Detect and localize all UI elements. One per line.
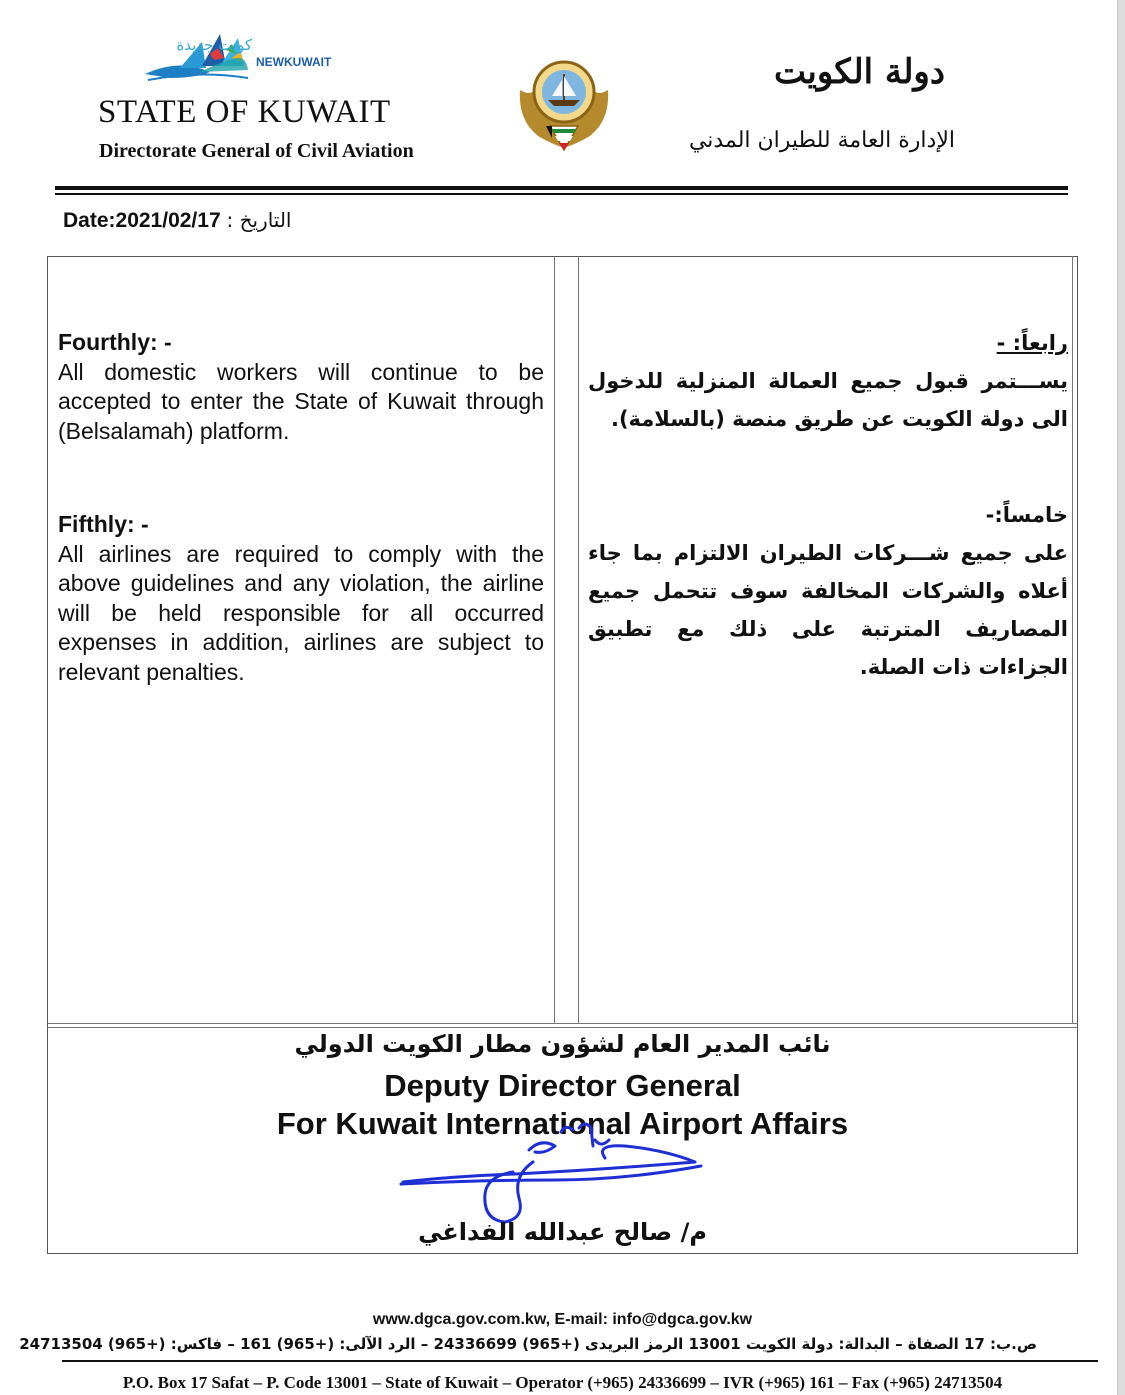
fifthly-text-en: All airlines are required to comply with the above guidelines and any violation, the airline will be held responsible for all occurred expenses in addition, airlines are subject to relevant penalties. [58,540,544,685]
paragraph-gap [58,446,544,510]
signature-divider-bottom [47,1027,1078,1028]
logo-arabic-text: كويت جديدة [176,36,252,54]
date-line [63,208,292,233]
state-title-en: STATE OF KUWAIT [98,94,391,130]
signatory-title-en-line2: For Kuwait International Airport Affairs [276,1106,849,1141]
page-edge [1117,0,1125,1395]
header-divider-thick [55,186,1068,190]
footer-divider [62,1360,1098,1362]
date-value: 2021/02/17 [115,209,221,232]
signatory-name-ar: م/ صالح عبدالله الفداغي [418,1218,707,1246]
signatory-title-en-line1: Deputy Director General [384,1068,741,1103]
kuwait-emblem-icon [508,50,620,162]
date-label-ar: : التاريخ [226,208,292,232]
footer-contact-en: P.O. Box 17 Safat – P. Code 13001 – State of Kuwait – Operator (+965) 24336699 – IVR (+965) 161 – Fax (+965) 24713504 [122,1373,1003,1392]
footer-contact-ar: ص.ب: 17 الصفاة – البدالة: دولة الكويت 13001 الرمز البريدى (+965) 24336699 – الرد الآلى: (+965) 161 – فاكس: (+965) 24713504 [19,1335,1037,1353]
signature-divider-top [47,1023,1078,1024]
fifthly-text-ar: على جميع شـــركات الطيران الالتزام بما جاء أعلاه والشركات المخالفة سوف تتحمل جميع المصاريف المترتبة على ذلك مع تطبيق الجزاءات ذات الصلة. [588,541,1068,679]
column-divider-left [554,256,555,1024]
column-inner-edge [1072,256,1073,1024]
fourthly-heading-en: Fourthly: - [58,329,172,355]
state-title-ar: دولة الكويت [774,52,945,92]
date-label-en: Date: [63,209,116,232]
fifthly-heading-en: Fifthly: - [58,511,149,537]
new-kuwait-logo [140,28,370,88]
directorate-title-en: Directorate General of Civil Aviation [99,140,414,162]
paragraph-gap [588,438,1068,496]
fourthly-heading-ar: رابعاً: - [996,331,1068,355]
handwritten-signature [395,1110,715,1230]
fourthly-text-en: All domestic workers will continue to be accepted to enter the State of Kuwait through (Belsalamah) platform. [58,358,544,444]
new-kuwait-logo-icon [140,28,370,88]
fourthly-text-ar: يســـتمر قبول جميع العمالة المنزلية للدخول الى دولة الكويت عن طريق منصة (بالسلامة). [588,369,1068,431]
footer-web-email: www.dgca.gov.com.kw, E-mail: info@dgca.gov.kw [372,1311,753,1328]
arabic-column [588,324,1068,686]
fifthly-heading-ar: خامساً:- [985,503,1068,527]
header-divider-thin [55,193,1068,195]
directorate-title-ar: الإدارة العامة للطيران المدني [688,128,955,153]
signatory-title-ar: نائب المدير العام لشؤون مطار الكويت الدولي [294,1030,831,1058]
column-divider-right [578,256,579,1024]
logo-latin-text: NEWKUWAIT [256,55,332,69]
english-column [58,328,544,687]
